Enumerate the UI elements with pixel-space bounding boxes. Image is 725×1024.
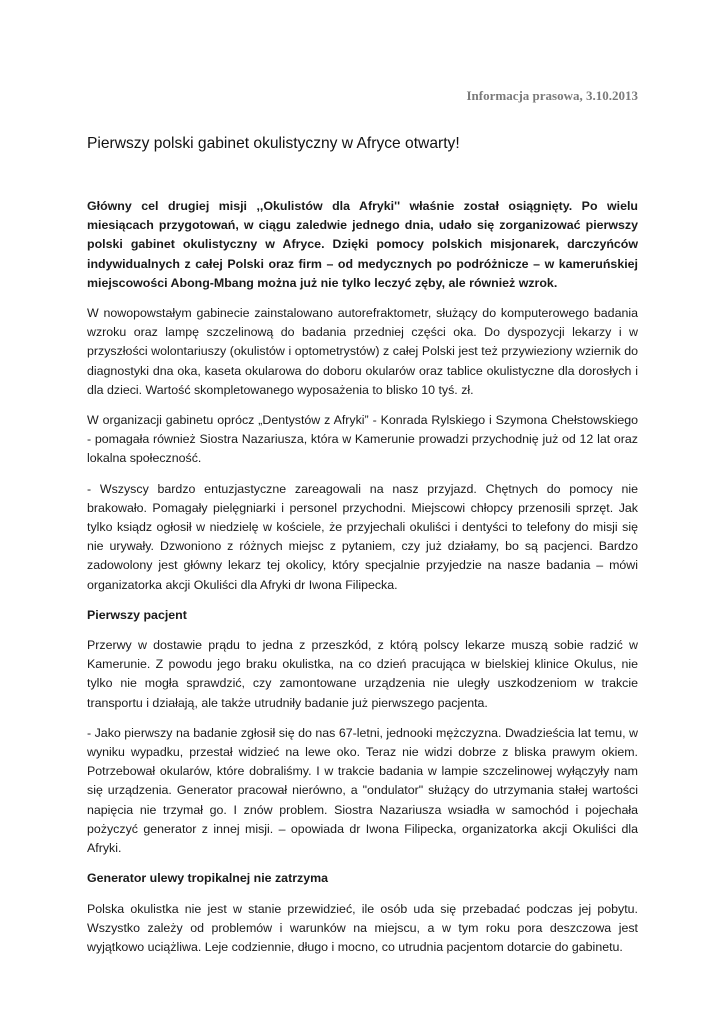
paragraph-quote-reception: - Wszyscy bardzo entuzjastyczne zareagowali na nasz przyjazd. Chętnych do pomocy nie brakowało. Pomagały pielęgniarki i personel przychodni. Miejscowi chłopcy przenosili sprzęt. Jak tylko ksiądz ogłosił w niedzielę w kościele, że przyjechali okuliści i dentyści to telefony do misji się nie urywały. Dzwoniono z różnych miejsc z pytaniem, czy już działamy, bo są pacjenci. Bardzo zadowolony jest główny lekarz tej okolicy, który specjalnie przyjedzie na nasze badania – mówi organizatorka akcji Okuliści dla Afryki dr Iwona Filipecka. [87, 481, 638, 592]
press-release-dateline: Informacja prasowa, 3.10.2013 [466, 88, 638, 103]
lead-paragraph: Główny cel drugiej misji ,,Okulistów dla Afryki'' właśnie został osiągnięty. Po wielu miesiącach przygotowań, w ciągu zaledwie jednego dnia, udało się zorganizować pierwszy polski gabinet okulistyczny w Afryce. Dzięki pomocy polskich misjonarek, darczyńców indywidualnych z całej Polski oraz firm – od medycznych po podróżnicze – w kameruńskiej miejscowości Abong-Mbang można już nie tylko leczyć zęby, ale również wzrok. [87, 199, 638, 290]
article-body [87, 197, 638, 968]
section-heading-generator: Generator ulewy tropikalnej nie zatrzyma [87, 871, 329, 886]
section-heading-first-patient: Pierwszy pacjent [87, 607, 187, 622]
paragraph-equipment: W nowopowstałym gabinecie zainstalowano autorefraktometr, służący do komputerowego badania wzroku oraz lampę szczelinową do badania przedniej części oka. Do dyspozycji lekarzy i w przyszłości wolontariuszy (okulistów i optometrystów) z całej Polski jest też przywieziony wziernik do diagnostyki dna oka, kaseta okularowa do doboru okularów oraz tablice okulistyczne dla dorosłych i dla dzieci. Wartość skompletowanego wyposażenia to blisko 10 tyś. zł. [87, 306, 638, 397]
paragraph-quote-first-patient: - Jako pierwszy na badanie zgłosił się do nas 67-letni, jednooki mężczyzna. Dwadzieścia lat temu, w wyniku wypadku, przestał widzieć na lewe oko. Teraz nie widzi dobrze z bliska prawym okiem. Potrzebował okularów, które dobraliśmy. I w trakcie badania w lampie szczelinowej wyłączyły nam się urządzenia. Generator pracował nierówno, a "ondulator" służący do utrzymania stałej wartości napięcia nie trzymał go. I znów problem. Siostra Nazariusza wsiadła w samochód i pojechała pożyczyć generator z innej misji. – opowiada dr Iwona Filipecka, organizatorka akcji Okuliści dla Afryki. [87, 725, 638, 856]
paragraph-power-outages: Przerwy w dostawie prądu to jedna z przeszkód, z którą polscy lekarze muszą sobie radzić w Kamerunie. Z powodu jego braku okulistka, na co dzień pracująca w bielskiej klinice Okulus, nie tylko nie mogła sprawdzić, czy zamontowane urządzenia nie uległy uszkodzeniom w trakcie transportu i działają, ale także utrudniły badanie już pierwszego pacjenta. [87, 638, 638, 710]
paragraph-organization: W organizacji gabinetu oprócz „Dentystów z Afryki” - Konrada Rylskiego i Szymona Chełstowskiego - pomagała również Siostra Nazariusza, która w Kamerunie prowadzi przychodnię już od 12 lat oraz lokalna społeczność. [87, 413, 638, 466]
paragraph-rainy-season: Polska okulistka nie jest w stanie przewidzieć, ile osób uda się przebadać podczas jej pobytu. Wszystko zależy od problemów i warunków na miejscu, a w tym roku pora deszczowa jest wyjątkowo uciążliwa. Leje codziennie, długo i mocno, co utrudnia pacjentom dotarcie do gabinetu. [87, 901, 638, 954]
article-title: Pierwszy polski gabinet okulistyczny w Afryce otwarty! [87, 135, 460, 152]
